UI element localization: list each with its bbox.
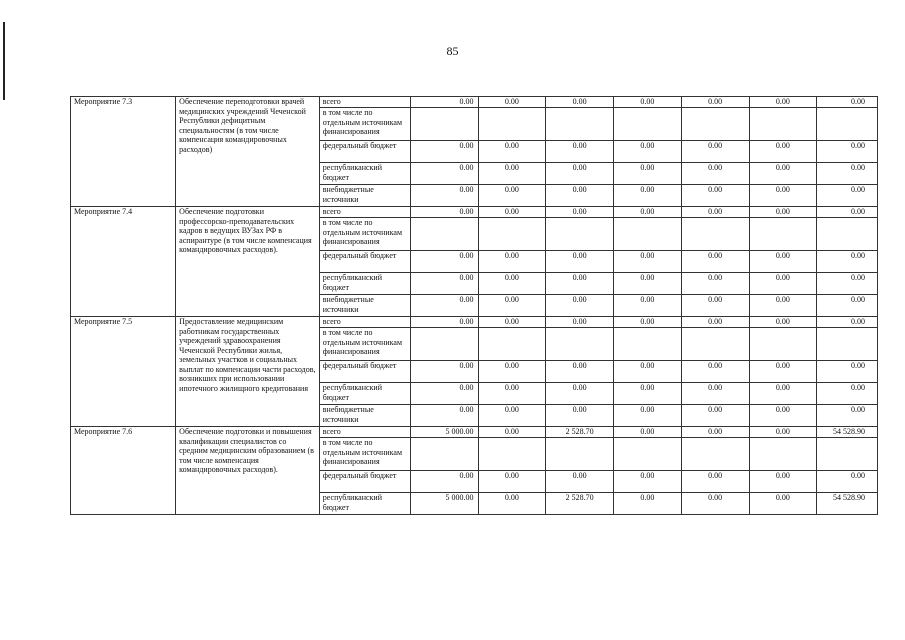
amount-cell: 0.00 (749, 427, 817, 438)
amount-cell: 0.00 (749, 251, 817, 273)
table-row (71, 427, 878, 438)
amount-cell: 0.00 (614, 471, 682, 493)
amount-cell (478, 218, 546, 251)
amount-cell: 0.00 (478, 493, 546, 515)
amount-cell: 0.00 (546, 185, 614, 207)
measure-description: Обеспечение переподготовки врачей медицинских учреждений Чеченской Республики дефицитным специальностям (в том числе компенсация командировочных расходов) (176, 97, 320, 207)
amount-cell: 0.00 (817, 317, 878, 328)
amount-cell: 0.00 (817, 471, 878, 493)
amount-cell: 0.00 (546, 317, 614, 328)
table-row (71, 97, 878, 108)
amount-cell (817, 108, 878, 141)
measure-description: Обеспечение подготовки профессорско-преподавательских кадров в ведущих ВУЗах РФ в аспирантуре (в том числе компенсация командировочных расходов). (176, 207, 320, 317)
amount-cell: 0.00 (478, 273, 546, 295)
amount-cell: 0.00 (681, 405, 749, 427)
amount-cell (749, 328, 817, 361)
amount-cell: 0.00 (478, 383, 546, 405)
amount-cell: 0.00 (817, 273, 878, 295)
amount-cell: 0.00 (614, 185, 682, 207)
amount-cell: 0.00 (817, 207, 878, 218)
amount-cell (817, 218, 878, 251)
amount-cell (681, 218, 749, 251)
amount-cell: 0.00 (749, 185, 817, 207)
amount-cell: 0.00 (614, 295, 682, 317)
table-body (71, 97, 878, 515)
amount-cell: 0.00 (546, 97, 614, 108)
measure-description: Предоставление медицинским работникам государственных учреждений здравоохранения Чеченской Республики жилья, земельных участков и социальных выплат по компенсации части расходов, возникших при использовании ипотечного жилищного кредитования (176, 317, 320, 427)
amount-cell: 0.00 (614, 207, 682, 218)
amount-cell (614, 108, 682, 141)
amount-cell: 0.00 (681, 207, 749, 218)
amount-cell: 0.00 (817, 251, 878, 273)
amount-cell: 0.00 (817, 141, 878, 163)
amount-cell (614, 218, 682, 251)
amount-cell (410, 218, 478, 251)
amount-cell: 0.00 (817, 295, 878, 317)
amount-cell: 0.00 (478, 405, 546, 427)
amount-cell: 0.00 (681, 493, 749, 515)
amount-cell: 0.00 (681, 185, 749, 207)
amount-cell (546, 108, 614, 141)
measure-description: Обеспечение подготовки и повышения квалификации специалистов со средним медицинским образованием (в том числе компенсация командировочных расходов). (176, 427, 320, 515)
amount-cell: 0.00 (817, 163, 878, 185)
amount-cell: 0.00 (478, 295, 546, 317)
page-number: 85 (446, 44, 459, 58)
amount-cell: 0.00 (546, 361, 614, 383)
amount-cell: 0.00 (614, 273, 682, 295)
amount-cell: 0.00 (817, 383, 878, 405)
amount-cell: 0.00 (410, 251, 478, 273)
amount-cell: 0.00 (546, 295, 614, 317)
amount-cell: 0.00 (681, 295, 749, 317)
funding-source: всего (319, 207, 410, 218)
funding-source: федеральный бюджет (319, 141, 410, 163)
amount-cell (817, 328, 878, 361)
amount-cell: 0.00 (749, 493, 817, 515)
amount-cell: 0.00 (749, 295, 817, 317)
amount-cell: 0.00 (614, 493, 682, 515)
amount-cell: 0.00 (410, 295, 478, 317)
amount-cell: 0.00 (478, 251, 546, 273)
amount-cell (410, 108, 478, 141)
amount-cell: 0.00 (546, 163, 614, 185)
amount-cell: 0.00 (749, 163, 817, 185)
funding-source: республиканский бюджет (319, 273, 410, 295)
amount-cell (614, 328, 682, 361)
amount-cell: 0.00 (749, 207, 817, 218)
amount-cell: 0.00 (410, 141, 478, 163)
amount-cell: 0.00 (749, 273, 817, 295)
funding-source: республиканский бюджет (319, 493, 410, 515)
amount-cell: 0.00 (749, 97, 817, 108)
amount-cell (749, 438, 817, 471)
amount-cell: 0.00 (546, 273, 614, 295)
funding-source: в том числе по отдельным источникам финансирования (319, 218, 410, 251)
amount-cell: 0.00 (410, 273, 478, 295)
amount-cell: 0.00 (546, 207, 614, 218)
amount-cell: 0.00 (410, 471, 478, 493)
amount-cell: 0.00 (478, 361, 546, 383)
funding-source: внебюджетные источники (319, 405, 410, 427)
amount-cell: 0.00 (614, 427, 682, 438)
amount-cell: 0.00 (410, 317, 478, 328)
amount-cell: 0.00 (546, 383, 614, 405)
amount-cell: 0.00 (614, 141, 682, 163)
amount-cell: 0.00 (749, 361, 817, 383)
amount-cell: 0.00 (410, 383, 478, 405)
amount-cell: 0.00 (681, 273, 749, 295)
amount-cell: 0.00 (478, 317, 546, 328)
amount-cell: 0.00 (681, 141, 749, 163)
amount-cell: 0.00 (749, 383, 817, 405)
amount-cell: 54 528.90 (817, 493, 878, 515)
amount-cell: 0.00 (546, 141, 614, 163)
amount-cell: 0.00 (410, 185, 478, 207)
amount-cell: 0.00 (749, 405, 817, 427)
amount-cell: 0.00 (614, 317, 682, 328)
amount-cell: 0.00 (478, 207, 546, 218)
amount-cell: 0.00 (614, 361, 682, 383)
amount-cell: 0.00 (681, 427, 749, 438)
measure-name: Мероприятие 7.4 (71, 207, 176, 317)
amount-cell: 0.00 (410, 207, 478, 218)
amount-cell: 0.00 (817, 185, 878, 207)
table-row (71, 317, 878, 328)
funding-source: федеральный бюджет (319, 251, 410, 273)
measure-name: Мероприятие 7.5 (71, 317, 176, 427)
funding-source: всего (319, 97, 410, 108)
amount-cell (410, 328, 478, 361)
amount-cell (817, 438, 878, 471)
amount-cell: 0.00 (478, 185, 546, 207)
funding-source: федеральный бюджет (319, 361, 410, 383)
funding-source: всего (319, 317, 410, 328)
amount-cell: 2 528.70 (546, 493, 614, 515)
measure-name: Мероприятие 7.3 (71, 97, 176, 207)
amount-cell: 0.00 (614, 163, 682, 185)
amount-cell: 0.00 (478, 163, 546, 185)
amount-cell: 0.00 (681, 251, 749, 273)
amount-cell: 2 528.70 (546, 427, 614, 438)
amount-cell: 0.00 (478, 141, 546, 163)
amount-cell: 0.00 (614, 251, 682, 273)
amount-cell: 0.00 (749, 471, 817, 493)
amount-cell: 0.00 (410, 405, 478, 427)
measure-name: Мероприятие 7.6 (71, 427, 176, 515)
amount-cell (546, 438, 614, 471)
amount-cell: 0.00 (749, 317, 817, 328)
amount-cell (410, 438, 478, 471)
amount-cell: 54 528.90 (817, 427, 878, 438)
funding-source: в том числе по отдельным источникам финансирования (319, 438, 410, 471)
amount-cell (749, 218, 817, 251)
funding-source: республиканский бюджет (319, 383, 410, 405)
amount-cell: 0.00 (817, 361, 878, 383)
amount-cell: 0.00 (546, 405, 614, 427)
amount-cell: 0.00 (614, 383, 682, 405)
funding-source: в том числе по отдельным источникам финансирования (319, 108, 410, 141)
margin-mark (3, 22, 5, 100)
amount-cell: 0.00 (681, 383, 749, 405)
amount-cell: 0.00 (681, 317, 749, 328)
amount-cell: 0.00 (681, 471, 749, 493)
amount-cell: 0.00 (478, 97, 546, 108)
amount-cell (478, 328, 546, 361)
amount-cell: 0.00 (478, 427, 546, 438)
amount-cell (478, 108, 546, 141)
amount-cell (478, 438, 546, 471)
funding-source: республиканский бюджет (319, 163, 410, 185)
amount-cell: 0.00 (681, 163, 749, 185)
amount-cell: 0.00 (681, 361, 749, 383)
amount-cell (546, 328, 614, 361)
funding-source: всего (319, 427, 410, 438)
funding-source: внебюджетные источники (319, 185, 410, 207)
amount-cell (546, 218, 614, 251)
amount-cell: 0.00 (410, 97, 478, 108)
budget-table (70, 96, 878, 515)
amount-cell: 0.00 (817, 97, 878, 108)
amount-cell: 0.00 (410, 163, 478, 185)
funding-source: внебюджетные источники (319, 295, 410, 317)
amount-cell (681, 108, 749, 141)
amount-cell: 0.00 (546, 471, 614, 493)
amount-cell: 0.00 (749, 141, 817, 163)
amount-cell (681, 438, 749, 471)
amount-cell (681, 328, 749, 361)
amount-cell (614, 438, 682, 471)
amount-cell (749, 108, 817, 141)
amount-cell: 0.00 (410, 361, 478, 383)
funding-source: федеральный бюджет (319, 471, 410, 493)
amount-cell: 0.00 (681, 97, 749, 108)
table-row (71, 207, 878, 218)
amount-cell: 0.00 (478, 471, 546, 493)
amount-cell: 0.00 (614, 405, 682, 427)
amount-cell: 5 000.00 (410, 427, 478, 438)
amount-cell: 5 000.00 (410, 493, 478, 515)
amount-cell: 0.00 (614, 97, 682, 108)
funding-source: в том числе по отдельным источникам финансирования (319, 328, 410, 361)
amount-cell: 0.00 (817, 405, 878, 427)
amount-cell: 0.00 (546, 251, 614, 273)
